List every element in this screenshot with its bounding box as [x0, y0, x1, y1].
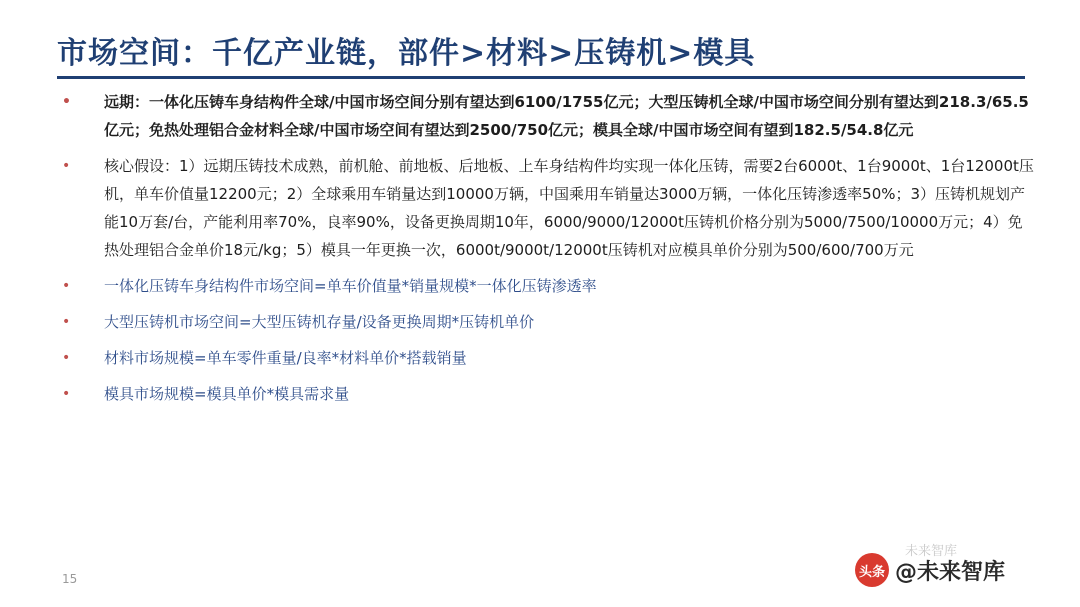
- bullet-item: [60, 152, 1035, 264]
- title-underline: [57, 76, 1025, 79]
- bullet-item: [60, 380, 1035, 408]
- watermark-faint: 未来智库: [905, 544, 958, 559]
- bullet-dot-icon: •: [62, 386, 71, 402]
- bullet-item: [60, 344, 1035, 372]
- bullet-text: 材料市场规模=单车零件重量/良率*材料单价*搭载销量: [104, 349, 467, 367]
- bullet-item: [60, 88, 1035, 144]
- bullet-dot-icon: •: [62, 158, 71, 174]
- bullet-item: [60, 308, 1035, 336]
- bullet-list: [60, 88, 1035, 416]
- bullet-dot-icon: •: [62, 314, 71, 330]
- watermark-badge-icon: 头条: [855, 553, 889, 587]
- bullet-dot-icon: •: [62, 94, 71, 110]
- bullet-dot-icon: •: [62, 350, 71, 366]
- watermark-text: @未来智库: [895, 559, 1006, 585]
- bullet-item: [60, 272, 1035, 300]
- bullet-text: 一体化压铸车身结构件市场空间=单车价值量*销量规模*一体化压铸渗透率: [104, 277, 597, 295]
- slide-title: 市场空间：千亿产业链，部件>材料>压铸机>模具: [57, 36, 756, 71]
- bullet-text: 核心假设：1）远期压铸技术成熟，前机舱、前地板、后地板、上车身结构件均实现一体化压铸，需要2台6000t、1台9000t、1台12000t压机，单车价值量12200元；2）全球乘用车销量达到10000万辆，中国乘用车销量达3000万辆，一体化压铸渗透率50%；3）压铸机规划产能10万套/台，产能利用率70%，良率90%，设备更换周期10年，6000/9000/12000t压铸机价格分别为5000/7500/10000万元；4）免热处理铝合金单价18元/kg；5）模具一年更换一次，6000t/9000t/12000t压铸机对应模具单价分别为500/600/700万元: [104, 157, 1034, 259]
- bullet-text: 远期：一体化压铸车身结构件全球/中国市场空间分别有望达到6100/1755亿元；大型压铸机全球/中国市场空间分别有望达到218.3/65.5亿元；免热处理铝合金材料全球/中国市场空间有望达到2500/750亿元；模具全球/中国市场空间有望到182.5/54.8亿元: [104, 93, 1029, 139]
- page-number: 15: [62, 572, 78, 586]
- bullet-dot-icon: •: [62, 278, 71, 294]
- bullet-text: 大型压铸机市场空间=大型压铸机存量/设备更换周期*压铸机单价: [104, 313, 535, 331]
- bullet-text: 模具市场规模=模具单价*模具需求量: [104, 385, 350, 403]
- watermark: [855, 548, 1005, 592]
